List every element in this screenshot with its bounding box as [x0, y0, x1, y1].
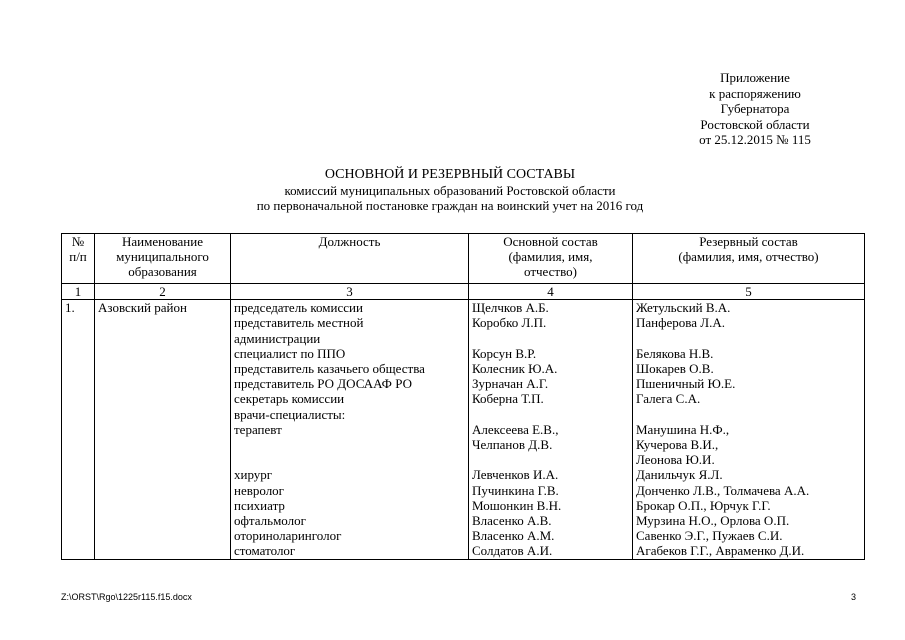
cell-line: Жетульский В.А.: [636, 300, 731, 316]
cell-line: стоматолог: [234, 543, 296, 559]
cell-line: представитель РО ДОСААФ РО: [234, 376, 412, 392]
cell-line: [234, 452, 465, 467]
composition-table: [61, 233, 865, 560]
cell-line: администрации: [234, 330, 321, 346]
title-line: по первоначальной постановке граждан на воинский учет на 2016 год: [256, 198, 644, 213]
cell-line: [234, 437, 465, 452]
cell-line: Коберна Т.П.: [472, 391, 544, 407]
cell-line: Манушина Н.Ф.,: [636, 421, 730, 437]
row-positions: [231, 300, 469, 559]
cell-line: [472, 331, 629, 346]
cell-line: Галега С.А.: [636, 391, 701, 407]
cell-line: Панферова Л.А.: [636, 315, 726, 331]
cell-line: Власенко А.М.: [472, 528, 555, 544]
cell-line: Левченков И.А.: [472, 467, 559, 483]
cell-line: председатель комиссии: [234, 300, 363, 316]
cell-line: хирург: [234, 467, 273, 483]
header-position: Должность: [231, 234, 469, 284]
appendix-line: Ростовской области: [700, 116, 810, 132]
column-numbers-row: [62, 284, 865, 300]
cell-line: представитель казачьего общества: [234, 361, 425, 377]
cell-line: представитель местной: [234, 315, 364, 331]
appendix-block: [640, 70, 870, 148]
row-municipality: Азовский район: [95, 300, 231, 559]
cell-line: [636, 331, 861, 346]
header-municipality: Наименование муниципального образования: [95, 234, 231, 284]
document-title: [150, 167, 750, 214]
page-number: 3: [851, 592, 857, 602]
cell-line: Пшеничный Ю.Е.: [636, 376, 736, 392]
header-main-composition: Основной состав (фамилия, имя, отчество): [469, 234, 633, 284]
appendix-line: к распоряжению: [709, 85, 801, 101]
cell-line: Алексеева Е.В.,: [472, 421, 559, 437]
cell-line: секретарь комиссии: [234, 391, 345, 407]
appendix-line: Губернатора: [720, 101, 790, 116]
row-num: 1.: [62, 300, 95, 559]
cell-line: оториноларинголог: [234, 528, 342, 544]
row-reserve-composition: [633, 300, 865, 559]
footer-file-path: Z:\ORST\Rgo\1225r115.f15.docx: [61, 592, 192, 602]
cell-line: Корсун В.Р.: [472, 345, 537, 361]
cell-line: Зурначан А.Г.: [472, 376, 549, 392]
column-number: 5: [633, 284, 865, 300]
column-number: 4: [469, 284, 633, 300]
cell-line: врачи-специалисты:: [234, 406, 346, 422]
appendix-line: Приложение: [720, 70, 790, 85]
table-row: [62, 300, 865, 559]
column-number: 1: [62, 284, 95, 300]
cell-line: Челпанов Д.В.: [472, 437, 553, 452]
cell-line: Донченко Л.В., Толмачева А.А.: [636, 482, 810, 498]
cell-line: специалист по ППО: [234, 345, 346, 361]
table-header-row: [62, 234, 865, 284]
title-line: комиссий муниципальных образований Ростовской области: [284, 182, 616, 198]
cell-line: Щелчков А.Б.: [472, 300, 549, 316]
cell-line: Белякова Н.В.: [636, 345, 714, 361]
row-main-composition: [469, 300, 633, 559]
header-reserve-composition: Резервный состав (фамилия, имя, отчество): [633, 234, 865, 284]
cell-line: Пучинкина Г.В.: [472, 482, 559, 498]
cell-line: Власенко А.В.: [472, 513, 552, 528]
title-main: ОСНОВНОЙ И РЕЗЕРВНЫЙ СОСТАВЫ: [324, 167, 576, 182]
cell-line: Колесник Ю.А.: [472, 361, 558, 376]
cell-line: [472, 407, 629, 422]
cell-line: Коробко Л.П.: [472, 315, 547, 331]
cell-line: офтальмолог: [234, 513, 306, 529]
column-number: 3: [231, 284, 469, 300]
cell-line: невролог: [234, 482, 285, 498]
cell-line: [636, 407, 861, 422]
column-number: 2: [95, 284, 231, 300]
cell-line: терапевт: [234, 421, 282, 437]
cell-line: Мурзина Н.О., Орлова О.П.: [636, 513, 790, 529]
cell-line: Леонова Ю.И.: [636, 452, 715, 468]
header-num: № п/п: [62, 234, 95, 284]
appendix-line: от 25.12.2015 № 115: [699, 132, 811, 147]
cell-line: Кучерова В.И.,: [636, 437, 719, 452]
cell-line: Савенко Э.Г., Пужаев С.И.: [636, 528, 783, 544]
cell-line: Солдатов А.И.: [472, 543, 553, 559]
cell-line: [472, 452, 629, 467]
cell-line: психиатр: [234, 497, 285, 513]
cell-line: Агабеков Г.Г., Авраменко Д.И.: [636, 543, 805, 559]
cell-line: Данильчук Я.Л.: [636, 467, 723, 483]
cell-line: Шокарев О.В.: [636, 361, 714, 376]
cell-line: Мошонкин В.Н.: [472, 497, 562, 513]
cell-line: Брокар О.П., Юрчук Г.Г.: [636, 497, 771, 513]
